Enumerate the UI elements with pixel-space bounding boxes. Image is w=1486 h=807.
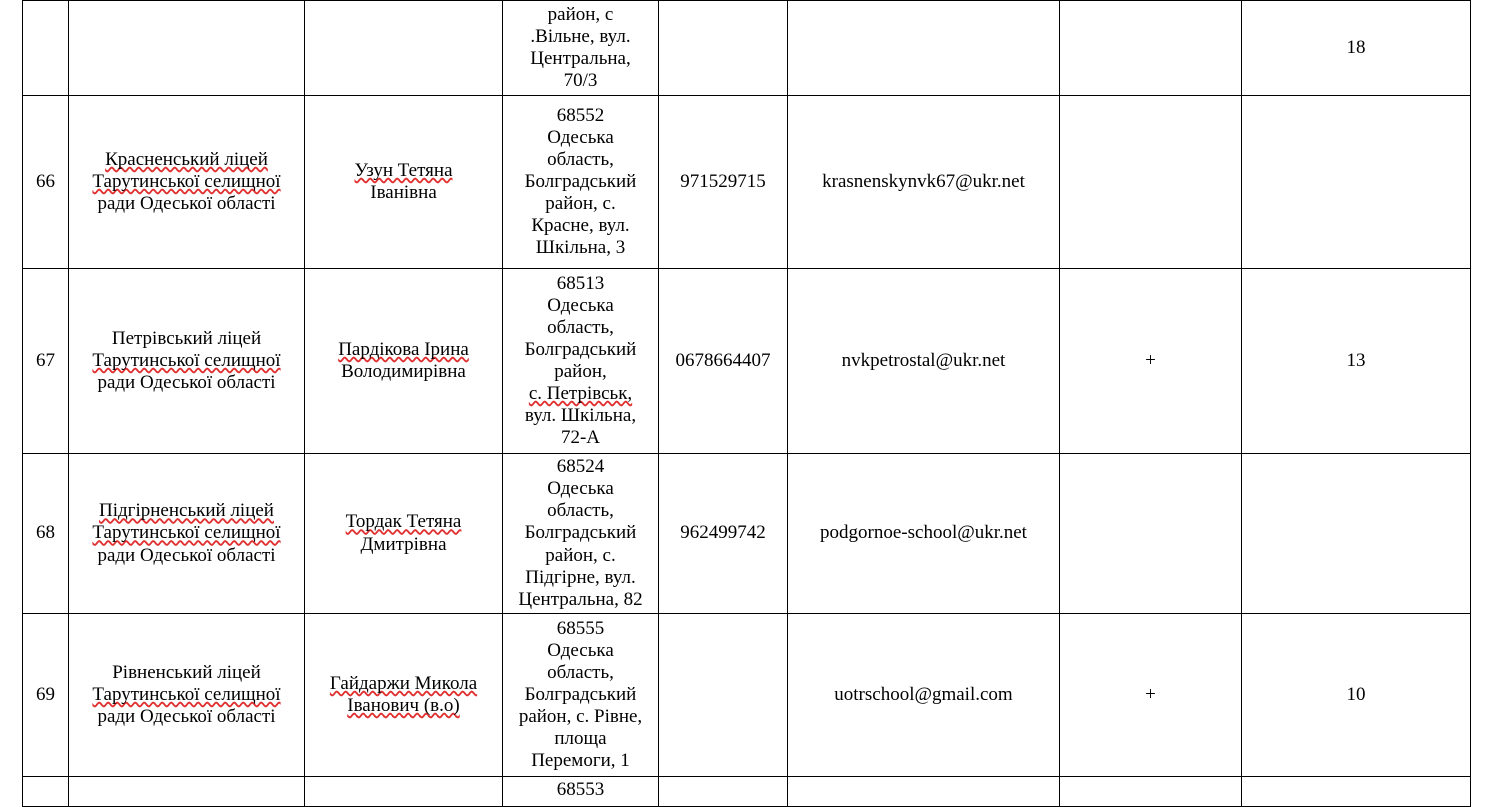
head-line: Узун Тетяна [354, 159, 453, 181]
address-line: Центральна, [530, 48, 631, 69]
address-line: .Вільне, вул. [530, 25, 631, 47]
cell-address [503, 454, 659, 614]
cell-mark [1060, 777, 1242, 807]
address-line: Болградський [524, 683, 637, 705]
cell-address [503, 777, 659, 807]
name-line: Тарутинської селищної [92, 522, 281, 544]
address-line: область, [547, 661, 614, 683]
head-line: Іванович (в.о) [347, 695, 460, 716]
cell-mark: + [1060, 614, 1242, 777]
head-line: Тордак Тетяна [345, 511, 462, 533]
address-line: площа [554, 728, 607, 750]
address-line: Шкільна, 3 [535, 237, 626, 259]
cell-count [1242, 454, 1471, 614]
address-line: 68513 [556, 272, 605, 294]
cell-email: uotrschool@gmail.com [788, 614, 1060, 777]
table-row [23, 269, 1471, 454]
name-line: Красненський ліцей [105, 148, 268, 170]
address-line: область, [547, 316, 614, 338]
cell-mark [1060, 454, 1242, 614]
address-line: Перемоги, 1 [531, 750, 630, 772]
address-line: 70/3 [563, 70, 598, 92]
cell-number: 67 [23, 269, 69, 454]
cell-count: 13 [1242, 269, 1471, 454]
head-line: Дмитрівна [360, 533, 447, 555]
cell-phone [659, 614, 788, 777]
cell-address [503, 1, 659, 96]
cell-email: podgornoe-school@ukr.net [788, 454, 1060, 614]
name-line: Рівненський ліцей [112, 661, 261, 683]
table-row [23, 454, 1471, 614]
cell-phone: 0678664407 [659, 269, 788, 454]
name-line: ради Одеської області [97, 544, 276, 566]
table-row [23, 777, 1471, 807]
address-line: вул. Шкільна, [524, 405, 637, 427]
name-line: Тарутинської селищної [92, 683, 281, 705]
head-line: Володимирівна [341, 361, 466, 382]
cell-email [788, 1, 1060, 96]
address-line: Болградський [524, 522, 637, 544]
cell-address [503, 614, 659, 777]
cell-name [69, 96, 305, 269]
cell-name [69, 1, 305, 96]
schools-table [22, 0, 1471, 807]
address-line: область, [547, 148, 614, 170]
address-line: 68555 [556, 617, 605, 639]
head-line: Гайдаржи Микола [329, 672, 478, 694]
address-line: район, [554, 361, 607, 382]
cell-head [305, 777, 503, 807]
name-line: Підгірненський ліцей [99, 500, 274, 522]
address-line: Одеська [547, 294, 614, 316]
name-line: Тарутинської селищної [92, 349, 281, 371]
name-line: ради Одеської області [97, 193, 276, 215]
cell-count [1242, 96, 1471, 269]
cell-count [1242, 777, 1471, 807]
cell-count: 18 [1242, 1, 1471, 96]
cell-mark [1060, 1, 1242, 96]
address-line: 68524 [556, 456, 605, 478]
table-row [23, 96, 1471, 269]
cell-count: 10 [1242, 614, 1471, 777]
cell-mark: + [1060, 269, 1242, 454]
cell-number: 66 [23, 96, 69, 269]
table-row [23, 1, 1471, 96]
cell-name [69, 777, 305, 807]
cell-email: krasnenskynvk67@ukr.net [788, 96, 1060, 269]
address-line: район, с. [545, 193, 616, 215]
address-line: район, с [547, 3, 614, 25]
name-line: Петрівський ліцей [111, 327, 262, 349]
cell-email [788, 777, 1060, 807]
address-line: 68552 [556, 104, 605, 126]
address-line: с. Петрівськ, [528, 383, 633, 405]
address-line: район, с. [545, 544, 616, 566]
cell-number [23, 777, 69, 807]
cell-head [305, 96, 503, 269]
cell-name [69, 614, 305, 777]
address-line: район, с. Рівне, [518, 706, 643, 728]
cell-address [503, 269, 659, 454]
cell-head [305, 454, 503, 614]
address-line: Одеська [547, 478, 614, 500]
cell-phone [659, 1, 788, 96]
cell-head [305, 1, 503, 96]
table-row [23, 614, 1471, 777]
name-line: ради Одеської області [97, 706, 276, 728]
cell-number: 69 [23, 614, 69, 777]
cell-name [69, 269, 305, 454]
address-line: Центральна, 82 [518, 588, 643, 610]
name-line: ради Одеської області [97, 372, 276, 394]
address-line: Болградський [524, 338, 637, 360]
cell-name [69, 454, 305, 614]
cell-number [23, 1, 69, 96]
cell-number: 68 [23, 454, 69, 614]
cell-head [305, 269, 503, 454]
address-line: 72-А [560, 427, 601, 449]
cell-phone [659, 777, 788, 807]
cell-email: nvkpetrostal@ukr.net [788, 269, 1060, 454]
address-line: Болградський [524, 170, 637, 192]
address-line: Красне, вул. [531, 215, 630, 237]
cell-mark [1060, 96, 1242, 269]
cell-phone: 971529715 [659, 96, 788, 269]
address-line: Одеська [547, 639, 614, 661]
cell-head [305, 614, 503, 777]
address-line: область, [547, 500, 614, 522]
address-line: Одеська [547, 126, 614, 148]
cell-phone: 962499742 [659, 454, 788, 614]
name-line: Тарутинської селищної [92, 170, 281, 192]
address-line: 68553 [556, 779, 605, 800]
head-line: Пардікова Ірина [338, 338, 469, 360]
address-line: Підгірне, вул. [525, 566, 636, 588]
head-line: Іванівна [370, 182, 437, 203]
cell-address [503, 96, 659, 269]
